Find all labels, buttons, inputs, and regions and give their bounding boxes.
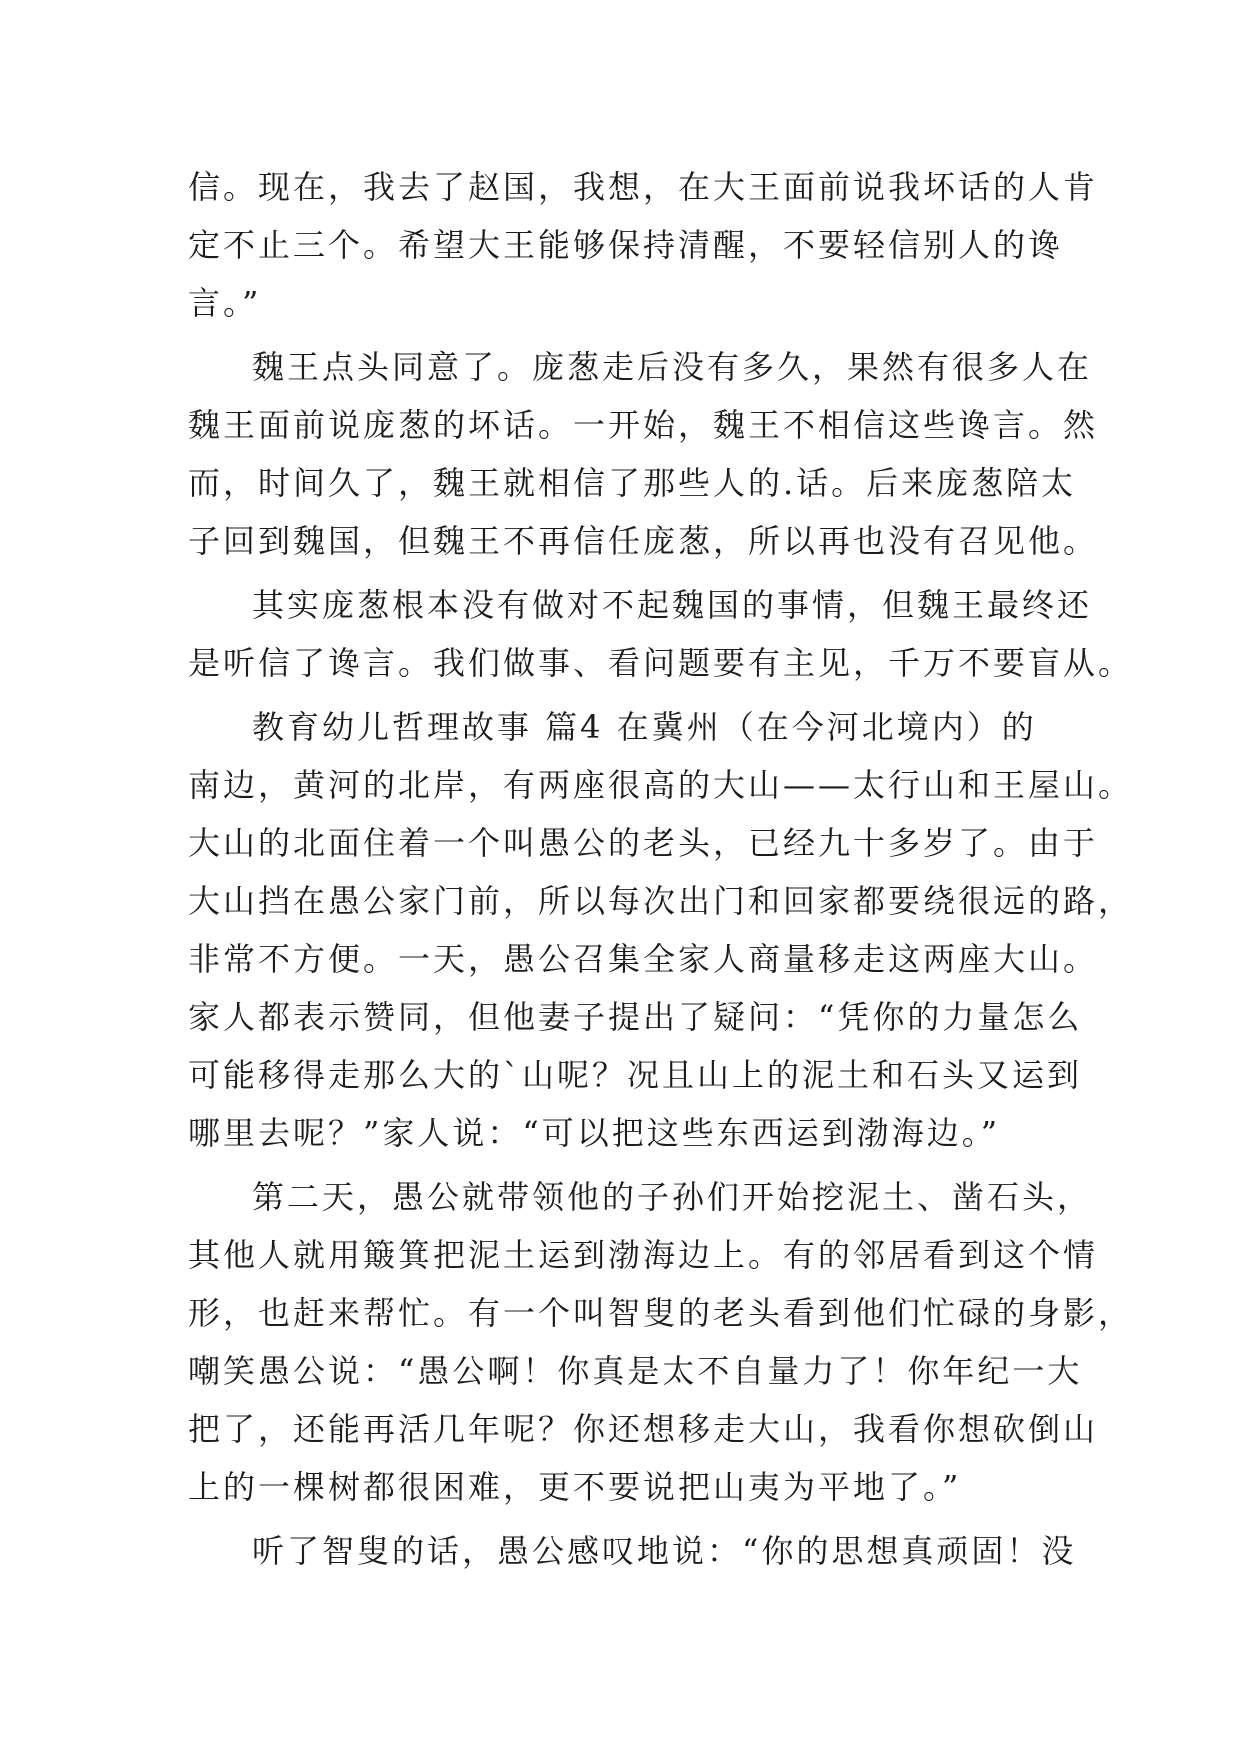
text-line: 非常不方便。一天，愚公召集全家人商量移走这两座大山。 — [188, 940, 1099, 978]
text-line: 第二天，愚公就带领他的子孙们开始挖泥土、凿石头， — [252, 1178, 1093, 1216]
text-line: 教育幼儿哲理故事 篇4 在冀州（在今河北境内）的 — [252, 708, 1037, 746]
paragraph — [188, 1168, 1134, 1516]
text-line: 其他人就用簸箕把泥土运到渤海边上。有的邻居看到这个情 — [188, 1236, 1099, 1274]
paragraph — [188, 698, 1134, 1162]
text-line: 子回到魏国，但魏王不再信任庞葱，所以再也没有召见他。 — [188, 522, 1099, 560]
text-line: 魏王点头同意了。庞葱走后没有多久，果然有很多人在 — [252, 348, 1093, 386]
text-line: 南边，黄河的北岸，有两座很高的大山——太行山和王屋山。 — [188, 766, 1134, 804]
text-line: 是听信了谗言。我们做事、看问题要有主见，千万不要盲从。 — [188, 644, 1134, 682]
text-line: 嘲笑愚公说：“愚公啊！你真是太不自量力了！你年纪一大 — [188, 1352, 1083, 1390]
text-line: 把了，还能再活几年呢？你还想移走大山，我看你想砍倒山 — [188, 1410, 1099, 1448]
text-line: 听了智叟的话，愚公感叹地说：“你的思想真顽固！没 — [252, 1532, 1077, 1570]
text-line: 而，时间久了，魏王就相信了那些人的.话。后来庞葱陪太 — [188, 464, 1077, 502]
text-line: 言。” — [188, 284, 262, 322]
text-line: 魏王面前说庞葱的坏话。一开始，魏王不相信这些谗言。然 — [188, 406, 1099, 444]
paragraph — [188, 1522, 1077, 1580]
text-line: 可能移得走那么大的`山呢？况且山上的泥土和石头又运到 — [188, 1056, 1083, 1094]
paragraph — [188, 158, 1099, 332]
text-line: 定不止三个。希望大王能够保持清醒，不要轻信别人的谗 — [188, 226, 1064, 264]
text-line: 信。现在，我去了赵国，我想，在大王面前说我坏话的人肯 — [188, 168, 1099, 206]
text-line: 大山的北面住着一个叫愚公的老头，已经九十多岁了。由于 — [188, 824, 1099, 862]
text-line: 大山挡在愚公家门前，所以每次出门和回家都要绕很远的路， — [188, 882, 1134, 920]
paragraph — [188, 338, 1099, 570]
text-line: 家人都表示赞同，但他妻子提出了疑问：“凭你的力量怎么 — [188, 998, 1083, 1036]
text-line: 上的一棵树都很困难，更不要说把山夷为平地了。” — [188, 1468, 962, 1506]
text-line: 哪里去呢？”家人说：“可以把这些东西运到渤海边。” — [188, 1114, 1001, 1152]
document-body — [188, 158, 1134, 1580]
paragraph — [188, 576, 1134, 692]
text-line: 其实庞葱根本没有做对不起魏国的事情，但魏王最终还 — [252, 586, 1093, 624]
text-line: 形，也赶来帮忙。有一个叫智叟的老头看到他们忙碌的身影， — [188, 1294, 1134, 1332]
